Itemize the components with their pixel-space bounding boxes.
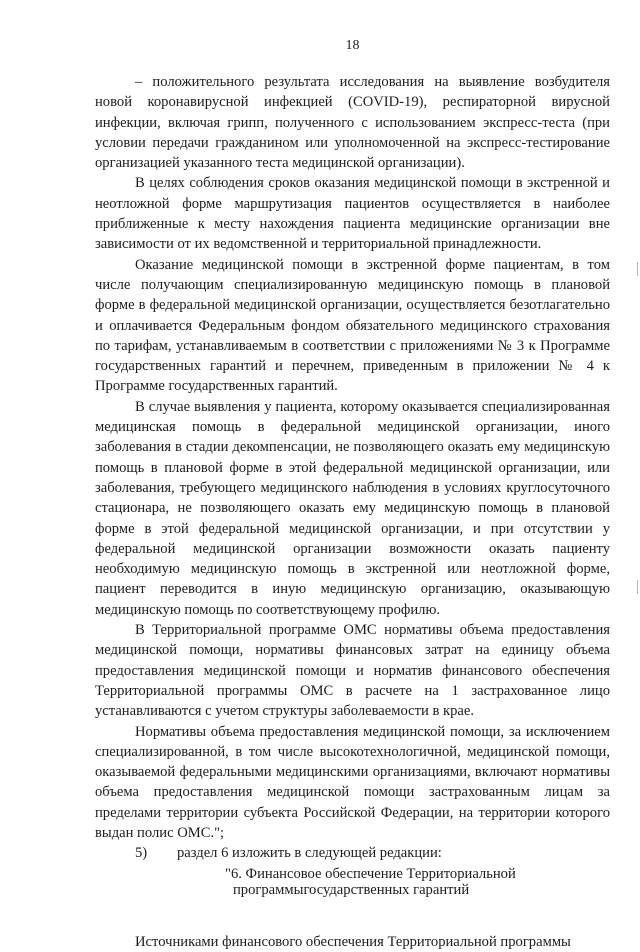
amendment-item [95, 843, 610, 863]
amendment-item-number: 5) [135, 845, 148, 862]
section-heading-line-2: программыгосударственных гарантий [233, 881, 470, 898]
paragraph-routing: В целях соблюдения сроков оказания медицинской помощи в экстренной и неотложной форме маршрутизация пациентов осуществляется в наиболее приближенные к месту нахождения пациента медицинские организации вне зависимости от их ведомственной и территориальной принадлежности. [95, 175, 610, 253]
section-heading-line-1: "6. Финансовое обеспечение Территориальной [225, 865, 516, 882]
paragraph-express-test: – положительного результата исследования на выявление возбудителя новой коронавирусной инфекцией (COVID-19), респираторной вирусной инфекции, включая грипп, полученного с использованием экспресс-теста (при условии передачи гражданином или уполномоченной на экспресс-тестирование организацией указанного теста медицинской организации). [95, 74, 610, 172]
page-number: 18 [345, 38, 360, 53]
scan-edge-mark [637, 262, 638, 276]
paragraph-funding-sources: Источниками финансового обеспечения Территориальной программы [135, 933, 571, 950]
amendment-item-text: раздел 6 изложить в следующей редакции: [177, 845, 442, 862]
paragraph-volume-norms: В Территориальной программе ОМС нормативы объема предоставления медицинской помощи, нормативы финансовых затрат на единицу объема предоставления медицинской помощи и норматив финансового обеспечения Территориальной программы ОМС в расчете на 1 застрахованное лицо устанавливаются с учетом структуры заболеваемости в крае. [95, 622, 610, 720]
paragraph-patient-transfer: В случае выявления у пациента, которому оказывается специализированная медицинская помощь в федеральной медицинской организации, иного заболевания в стадии декомпенсации, не позволяющего оказать ему медицинскую помощь в плановой форме в этой федеральной медицинской организации, или заболевания, требующего медицинского наблюдения в условиях круглосуточного стационара, не позволяющего оказать ему медицинскую помощь в плановой форме в этой федеральной медицинской организации, и при отсутствии у федеральной медицинской организации возможности оказать пациенту необходимую медицинскую помощь в экстренной или неотложной форме, пациент переводится в иную медицинскую организацию, оказывающую медицинскую помощь по соответствующему профилю. [95, 398, 610, 618]
scan-edge-mark [637, 580, 638, 594]
section-heading [95, 866, 610, 898]
paragraph-volume-norms-exceptions: Нормативы объема предоставления медицинской помощи, за исключением специализированной, в том числе высокотехнологичной, медицинской помощи, оказываемой федеральными медицинскими организациями, включают нормативы объема предоставления медицинской помощи застрахованным лицам за пределами территории субъекта Российской Федерации, на территории которого выдан полис ОМС."; [95, 723, 610, 841]
paragraph-emergency-care: Оказание медицинской помощи в экстренной форме пациентам, в том числе получающим специализированную медицинскую помощь в плановой форме в федеральной медицинской организации, осуществляется безотлагательно и оплачивается Федеральным фондом обязательного медицинского страхования по тарифам, устанавливаемым в соответствии с приложениями № 3 к Программе государственных гарантий и перечнем, приведенным в приложении № 4 к Программе государственных гарантий. [95, 256, 610, 395]
